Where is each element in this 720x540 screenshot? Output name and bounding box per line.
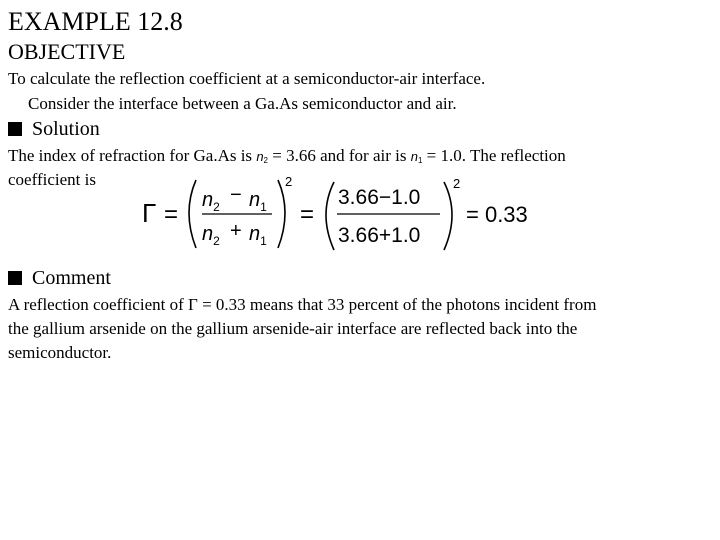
solution-heading-row bbox=[8, 116, 100, 142]
comment-line-1: A reflection coefficient of Γ = 0.33 means that 33 percent of the photons incident from bbox=[8, 295, 597, 314]
numerator-n1: $n_1$ bbox=[249, 189, 267, 214]
solution-text-c: = 1.0. The reflection bbox=[426, 146, 566, 165]
bullet-square-icon bbox=[8, 122, 22, 136]
numerator-minus: − bbox=[230, 184, 242, 206]
symbol-n2: $n_2$ bbox=[256, 149, 268, 165]
objective-heading: OBJECTIVE bbox=[8, 39, 126, 64]
objective-line-2: Consider the interface between a Ga.As semiconductor and air. bbox=[28, 94, 457, 113]
denominator-value: 3.66+1.0 bbox=[338, 224, 421, 247]
reflection-equation bbox=[0, 160, 720, 260]
equals-sign-2: = bbox=[300, 201, 315, 228]
symbol-n1: $n_1$ bbox=[410, 149, 423, 165]
comment-heading-row bbox=[8, 265, 111, 291]
left-paren-2 bbox=[326, 182, 334, 250]
left-paren-1 bbox=[189, 180, 196, 248]
solution-heading: Solution bbox=[32, 118, 100, 140]
right-paren-2 bbox=[444, 182, 452, 250]
bullet-square-icon bbox=[8, 271, 22, 285]
power-2: 2 bbox=[453, 176, 461, 191]
comment-line-2: the gallium arsenide on the gallium arsenide-air interface are reflected back into the bbox=[8, 319, 578, 338]
example-title: EXAMPLE 12.8 bbox=[8, 7, 183, 36]
denominator-plus: + bbox=[230, 220, 242, 242]
equation-result: = 0.33 bbox=[466, 202, 528, 227]
solution-text-a: The index of refraction for Ga.As is bbox=[8, 146, 253, 165]
comment-heading: Comment bbox=[32, 267, 111, 289]
denominator-n2: $n_2$ bbox=[202, 223, 220, 248]
solution-line-2: coefficient is bbox=[8, 170, 96, 189]
gamma-symbol: Γ bbox=[142, 198, 157, 228]
denominator-n1: $n_1$ bbox=[249, 223, 267, 248]
numerator-value: 3.66−1.0 bbox=[338, 186, 421, 209]
right-paren-1 bbox=[278, 180, 285, 248]
objective-line-1: To calculate the reflection coefficient at a semiconductor-air interface. bbox=[8, 69, 486, 88]
comment-line-3: semiconductor. bbox=[8, 343, 112, 362]
power-1: 2 bbox=[285, 174, 293, 189]
solution-text-b: = 3.66 and for air is bbox=[272, 146, 407, 165]
equals-sign-1: = bbox=[164, 201, 179, 228]
numerator-n2: $n_2$ bbox=[202, 189, 220, 214]
